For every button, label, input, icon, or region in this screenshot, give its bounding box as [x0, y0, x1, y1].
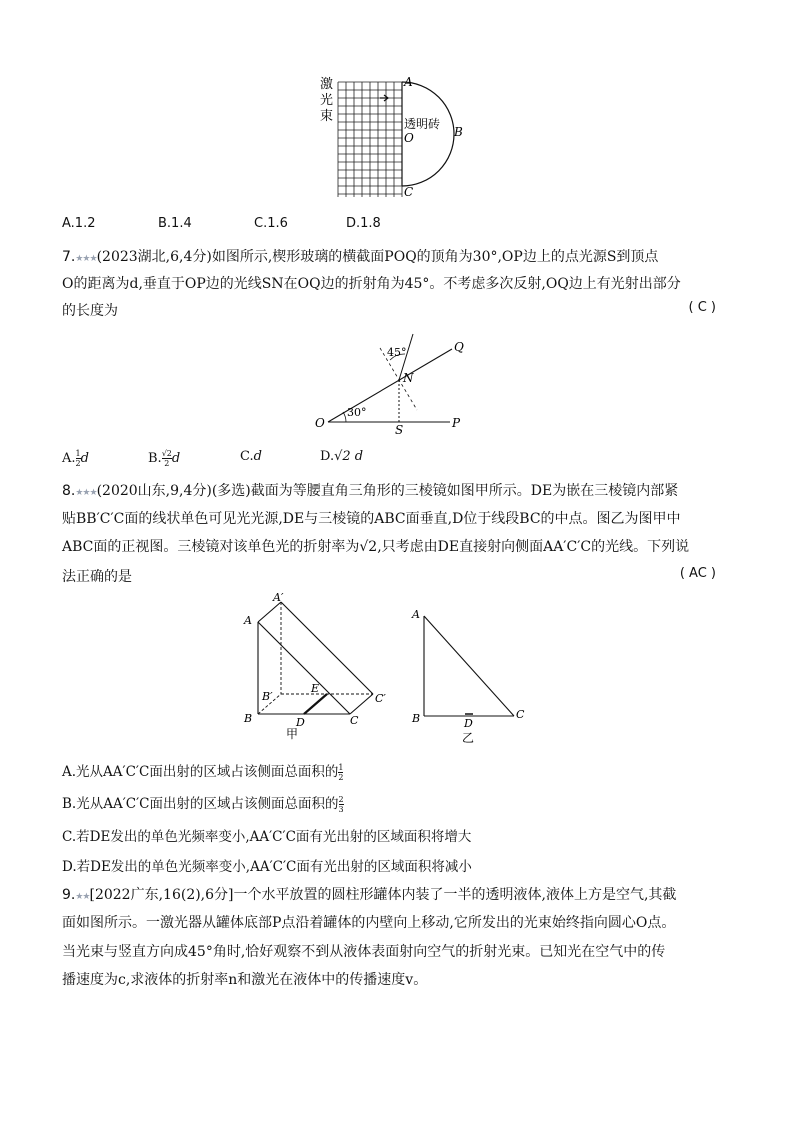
point-Q-label: Q — [454, 340, 464, 354]
laser-brick-figure — [318, 70, 478, 205]
q8-answer: ( AC ) — [679, 566, 716, 581]
q8-stars: ★★★ — [75, 488, 97, 498]
q8-option-b-num: 2 — [338, 795, 344, 804]
point-S-label: S — [395, 423, 404, 434]
point-C-label: C — [516, 708, 525, 721]
q7-text-1: (2023湖北,6,4分)如图所示,楔形玻璃的横截面POQ的顶角为30°,OP边上的点光源S到顶点 — [96, 249, 659, 265]
prism-figure-yi — [410, 604, 540, 746]
q8-text-1: (2020山东,9,4分)(多选)截面为等腰直角三角形的三棱镜如图甲所示。DE为嵌在三棱镜内部紧 — [96, 483, 679, 499]
laser-label-3: 束 — [320, 109, 334, 124]
wedge-figure — [310, 332, 480, 434]
q7-option-a[interactable] — [62, 449, 148, 468]
q7-option-a-letter: A. — [62, 451, 76, 466]
point-O-label: O — [404, 131, 414, 145]
q7-line-3: 的长度为 — [62, 303, 118, 319]
q7-option-c-text: d — [253, 449, 262, 464]
q7-option-a-num: 1 — [75, 449, 81, 458]
q8-option-a-den: 2 — [338, 773, 344, 782]
q7-option-a-tail: d — [80, 451, 89, 466]
q7-option-c-letter: C. — [240, 449, 254, 464]
angle-30-arc — [343, 412, 346, 422]
q9-number: 9. — [62, 887, 76, 903]
q9-line-1 — [62, 884, 676, 904]
q8-line-1 — [62, 480, 678, 500]
point-C2-label: C′ — [375, 692, 386, 705]
q8-number: 8. — [62, 483, 76, 499]
laser-arrow — [380, 95, 388, 101]
q6-option-a[interactable]: A.1.2 — [62, 216, 96, 231]
brick-label: 透明砖 — [404, 117, 441, 131]
q9-line-2: 面如图所示。一激光器从罐体底部P点沿着罐体的内壁向上移动,它所发出的光束始终指向圆心O点。 — [62, 915, 676, 931]
laser-label-2: 光 — [320, 93, 334, 108]
edge-aa2 — [258, 602, 281, 622]
point-B-label: B — [454, 125, 463, 139]
caption-yi: 乙 — [462, 731, 475, 745]
q8-option-a[interactable] — [62, 760, 343, 782]
point-E-label: E — [311, 682, 320, 695]
q8-option-b[interactable] — [62, 792, 344, 814]
q8-option-b-den: 3 — [338, 805, 344, 814]
angle-30-label: 30° — [347, 406, 367, 419]
point-P-label: P — [452, 416, 461, 430]
point-O-label: O — [315, 416, 325, 430]
q8-line-3: ABC面的正视图。三棱镜对该单色光的折射率为√2,只考虑由DE直接射向侧面AA′C′C的光线。下列说 — [62, 539, 690, 555]
q7-option-a-den: 2 — [75, 459, 81, 468]
q7-answer: ( C ) — [688, 300, 716, 315]
point-A-label: A — [244, 614, 252, 627]
q8-option-c[interactable]: C.若DE发出的单色光频率变小,AA′C′C面有光出射的区域面积将增大 — [62, 829, 472, 845]
light-source-de — [304, 694, 327, 714]
q7-line-1 — [62, 246, 658, 266]
point-A-label: A — [404, 75, 413, 89]
point-A2-label: A′ — [273, 592, 284, 604]
angle-45-label: 45° — [387, 346, 407, 359]
q7-option-b-letter: B. — [148, 451, 162, 466]
q9-text-1: [2022广东,16(2),6分]一个水平放置的圆柱形罐体内装了一半的透明液体,液体上方是空气,其截 — [89, 887, 677, 903]
q9-line-4: 播速度为c,求液体的折射率n和激光在液体中的传播速度v。 — [62, 972, 428, 988]
caption-jia: 甲 — [286, 727, 299, 741]
q7-option-b-fraction — [162, 449, 172, 468]
q7-number: 7. — [62, 249, 76, 265]
q8-option-d[interactable]: D.若DE发出的单色光频率变小,AA′C′C面有光出射的区域面积将减小 — [62, 859, 472, 875]
point-C-label: C — [350, 714, 359, 727]
q6-option-d[interactable]: D.1.8 — [346, 216, 381, 231]
q6-option-b[interactable]: B.1.4 — [158, 216, 192, 231]
point-D-label: D — [296, 716, 305, 729]
q7-option-d-letter: D. — [320, 449, 335, 464]
point-N-label: N — [403, 371, 414, 385]
point-B2-label: B′ — [262, 690, 273, 703]
point-B-label: B — [412, 712, 421, 725]
point-D-label: D — [464, 717, 473, 730]
laser-label-1: 激 — [320, 77, 334, 92]
q7-option-b-num: √2 — [161, 449, 172, 458]
point-B-label: B — [244, 712, 253, 725]
edge-cc2 — [350, 694, 373, 714]
q9-stars: ★★ — [75, 892, 90, 902]
q8-option-a-num: 1 — [338, 763, 344, 772]
q7-option-d[interactable] — [320, 449, 363, 468]
prism-figure-jia — [240, 592, 400, 744]
q8-line-2: 贴BB′C′C面的线状单色可见光光源,DE与三棱镜的ABC面垂直,D位于线段BC的中点。图乙为图甲中 — [62, 511, 681, 527]
q7-option-c[interactable] — [240, 449, 320, 468]
q7-option-b-den: 2 — [164, 459, 170, 468]
q7-line-2: O的距离为d,垂直于OP边的光线SN在OQ边的折射角为45°。不考虑多次反射,OQ边上有光射出部分 — [62, 276, 681, 292]
point-C-label: C — [404, 185, 414, 199]
q9-line-3: 当光束与竖直方向成45°角时,恰好观察不到从液体表面射向空气的折射光束。已知光在空气中的传 — [62, 944, 666, 960]
q7-option-b[interactable] — [148, 449, 240, 468]
q7-options — [62, 449, 363, 468]
q7-option-b-tail: d — [171, 451, 181, 466]
edge-ac — [424, 616, 514, 716]
q8-option-a-fraction — [338, 763, 343, 782]
q8-line-4: 法正确的是 — [62, 569, 132, 585]
q8-option-b-text: B.光从AA′C′C面出射的区域占该侧面总面积的 — [62, 796, 339, 812]
edge-a2c2 — [281, 602, 373, 694]
q6-options — [62, 216, 381, 231]
q6-option-c[interactable]: C.1.6 — [254, 216, 288, 231]
point-A-label: A — [412, 608, 420, 621]
q7-stars: ★★★ — [75, 254, 97, 264]
q8-option-a-text: A.光从AA′C′C面出射的区域占该侧面总面积的 — [62, 764, 339, 780]
grid-pattern — [338, 82, 402, 197]
q8-option-b-fraction — [339, 795, 344, 814]
q7-option-d-text: √2 d — [334, 449, 364, 464]
